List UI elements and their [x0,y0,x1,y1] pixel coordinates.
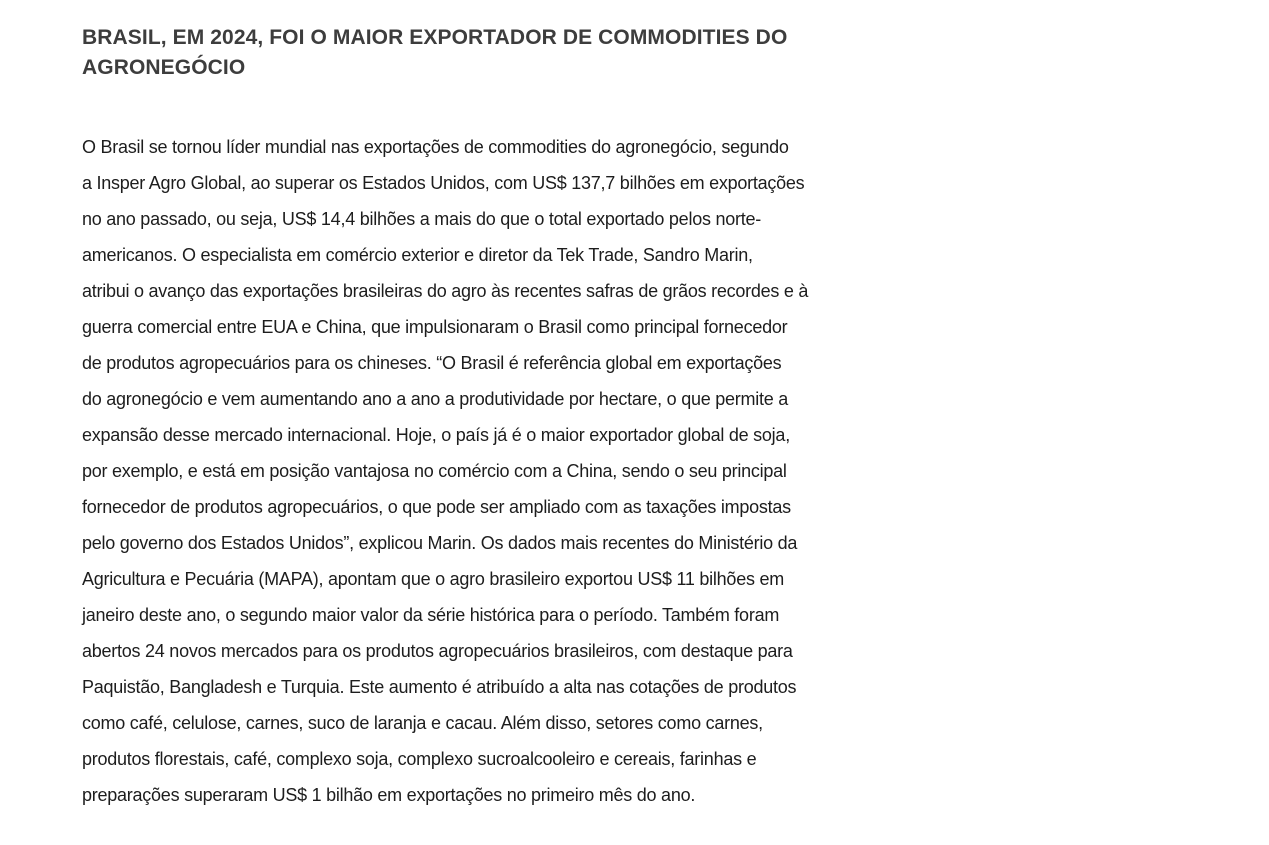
text-line: por exemplo, e está em posição vantajosa no comércio com a China, sendo o seu principal [82,461,787,481]
text-line: Paquistão, Bangladesh e Turquia. Este aumento é atribuído a alta nas cotações de produtos [82,677,797,697]
text-line: guerra comercial entre EUA e China, que impulsionaram o Brasil como principal fornecedor [82,317,788,337]
text-line: abertos 24 novos mercados para os produtos agropecuários brasileiros, com destaque para [82,641,793,661]
text-line: BRASIL, EM 2024, FOI O MAIOR EXPORTADOR DE COMMODITIES DO [82,26,788,49]
article-body-paragraph [82,129,900,813]
text-line: no ano passado, ou seja, US$ 14,4 bilhões a mais do que o total exportado pelos norte- [82,209,761,229]
text-line: expansão desse mercado internacional. Hoje, o país já é o maior exportador global de soja, [82,425,790,445]
text-line: do agronegócio e vem aumentando ano a ano a produtividade por hectare, o que permite a [82,389,789,409]
text-line: americanos. O especialista em comércio exterior e diretor da Tek Trade, Sandro Marin, [82,245,753,265]
text-line: Agricultura e Pecuária (MAPA), apontam que o agro brasileiro exportou US$ 11 bilhões em [82,569,784,589]
text-line: AGRONEGÓCIO [82,56,246,79]
text-line: pelo governo dos Estados Unidos”, explicou Marin. Os dados mais recentes do Ministério da [82,533,798,553]
text-line: produtos florestais, café, complexo soja, complexo sucroalcooleiro e cereais, farinhas e [82,749,757,769]
text-line: atribui o avanço das exportações brasileiras do agro às recentes safras de grãos recordes e à [82,281,809,301]
text-line: de produtos agropecuários para os chineses. “O Brasil é referência global em exportações [82,353,782,373]
text-line: a Insper Agro Global, ao superar os Estados Unidos, com US$ 137,7 bilhões em exportações [82,173,805,193]
text-line: O Brasil se tornou líder mundial nas exportações de commodities do agronegócio, segundo [82,137,789,157]
text-line: janeiro deste ano, o segundo maior valor da série histórica para o período. Também foram [82,605,780,625]
text-line: fornecedor de produtos agropecuários, o que pode ser ampliado com as taxações impostas [82,497,791,517]
text-line: preparações superaram US$ 1 bilhão em exportações no primeiro mês do ano. [82,785,696,805]
page-title [82,23,900,83]
text-line: como café, celulose, carnes, suco de laranja e cacau. Além disso, setores como carnes, [82,713,763,733]
